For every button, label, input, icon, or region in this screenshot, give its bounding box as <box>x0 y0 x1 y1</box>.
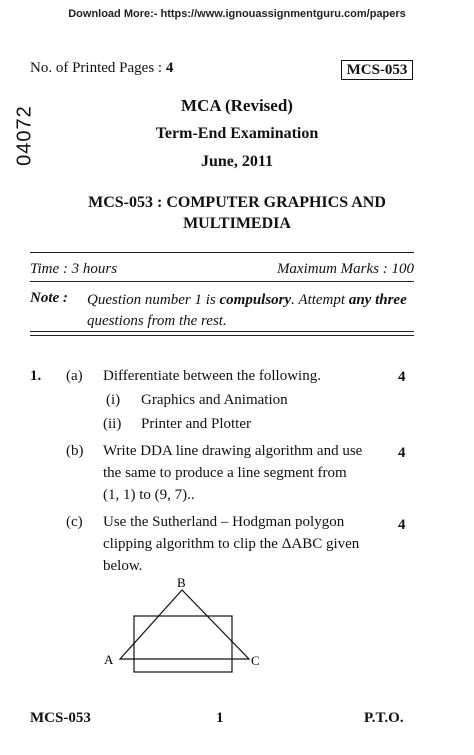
printed-pages-label: No. of Printed Pages : <box>30 60 163 76</box>
note-part1: Question number 1 is <box>87 292 216 308</box>
q1a-text: Differentiate between the following. <box>103 368 321 384</box>
q1a-marks: 4 <box>398 369 406 385</box>
exam-title: Term-End Examination <box>155 125 319 142</box>
q1a-label: (a) <box>66 368 83 384</box>
q1a-item1-text: Graphics and Animation <box>141 392 288 408</box>
note-any-three: any three <box>348 292 407 308</box>
note-label: Note : <box>30 290 68 306</box>
note-text <box>87 290 415 332</box>
printed-pages-value: 4 <box>165 60 174 76</box>
course-title-line1: MCS-053 : COMPUTER GRAPHICS AND <box>88 194 386 211</box>
q1c-line1: Use the Sutherland – Hodgman polygon <box>103 514 345 530</box>
course-code-box: MCS-053 <box>341 60 413 80</box>
q1b-line3: (1, 1) to (9, 7).. <box>103 487 195 503</box>
divider-top <box>30 252 414 253</box>
q1c-line3: below. <box>103 558 143 574</box>
q1c-label: (c) <box>66 514 83 530</box>
q1c-marks: 4 <box>398 517 406 533</box>
footer-course-code: MCS-053 <box>30 710 91 726</box>
q1b-line2: the same to produce a line segment from <box>103 465 347 481</box>
triangle-abc <box>120 590 249 659</box>
clip-window-rect <box>134 616 232 672</box>
q1b-marks: 4 <box>398 445 406 461</box>
q1b-label: (b) <box>66 443 84 459</box>
vertex-c-label: C <box>251 653 260 668</box>
time-allowed: Time : 3 hours <box>30 261 118 277</box>
divider-mid <box>30 281 414 282</box>
exam-date: June, 2011 <box>200 153 273 170</box>
serial-number: 04072 <box>13 105 36 166</box>
note-line2: questions from the rest. <box>87 313 227 329</box>
clipping-figure <box>96 574 276 674</box>
program-title: MCA (Revised) <box>181 96 293 115</box>
q1a-item2-text: Printer and Plotter <box>141 416 251 432</box>
q1a-item2-label: (ii) <box>103 416 122 432</box>
footer-pto: P.T.O. <box>364 710 404 726</box>
q1c-line2: clipping algorithm to clip the ΔABC given <box>103 536 360 552</box>
course-title-line2: MULTIMEDIA <box>183 215 291 232</box>
footer-page-number: 1 <box>216 710 224 726</box>
note-part2: . Attempt <box>291 292 346 308</box>
vertex-b-label: B <box>177 575 186 590</box>
max-marks: Maximum Marks : 100 <box>276 261 414 277</box>
course-title <box>0 192 474 234</box>
question-number: 1. <box>30 368 42 384</box>
download-link-text: Download More:- https://www.ignouassignmentguru.com/papers <box>68 8 406 20</box>
note-compulsory: compulsory <box>219 292 292 308</box>
printed-pages <box>30 60 173 77</box>
q1a-item1-label: (i) <box>106 392 121 408</box>
vertex-a-label: A <box>104 652 114 667</box>
q1b-line1: Write DDA line drawing algorithm and use <box>103 443 363 459</box>
divider-double <box>30 331 414 336</box>
